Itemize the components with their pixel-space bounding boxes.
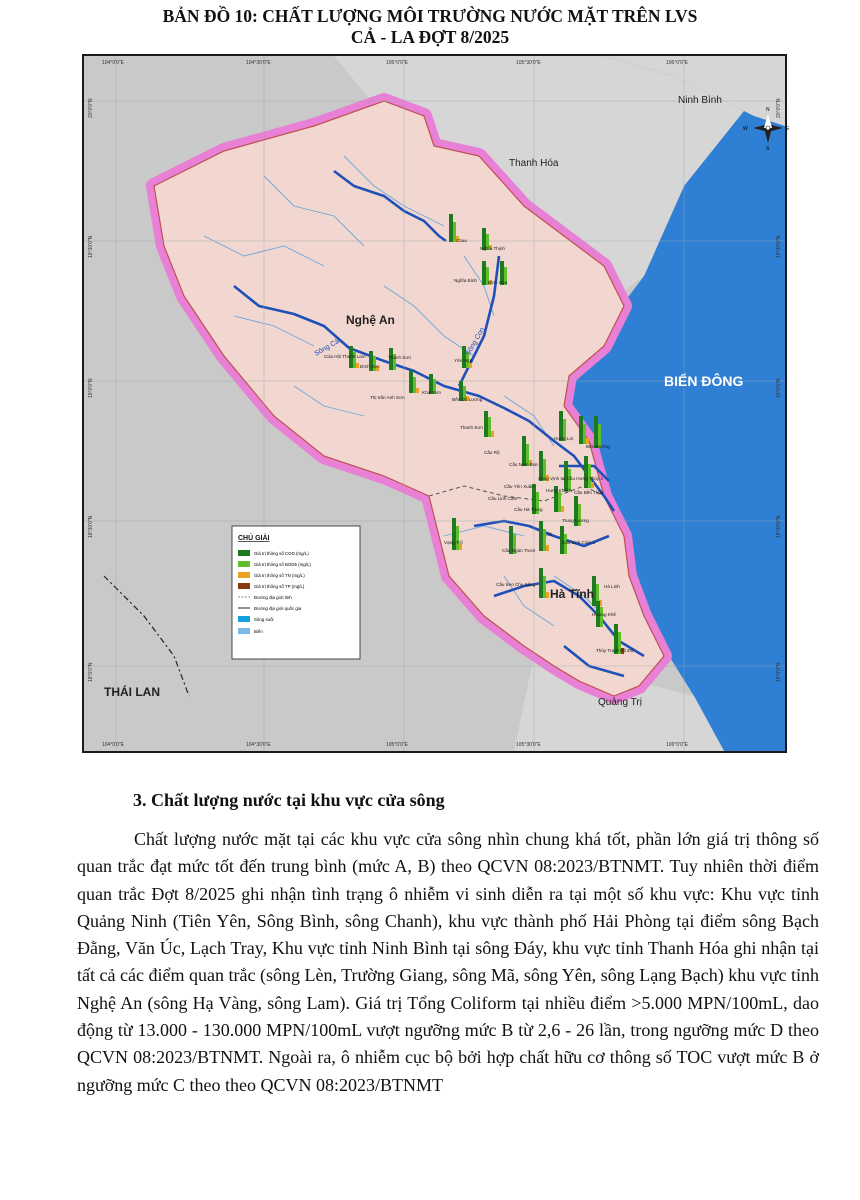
- station-label: Xã: [546, 532, 552, 537]
- station-label: Cầu Linh Cảm: [488, 496, 518, 501]
- station-label: Nghĩa Thịnh: [480, 246, 505, 251]
- station-label: Đình Sơn: [360, 364, 380, 369]
- station-label: Cầu treo Chu Sông: [496, 582, 536, 587]
- legend-item-sea: Biển: [254, 629, 263, 634]
- station-label: Bến Đường: [586, 444, 610, 449]
- compass-n: N: [766, 107, 770, 113]
- map-canvas: [84, 56, 790, 751]
- label-ha-tinh: Hà Tĩnh: [550, 587, 594, 601]
- station-label: Sông Vịnh tại Cầu Hưng Thủy 2: [538, 476, 604, 481]
- legend-item-tn: Giá trị thông số TN (mg/L): [254, 573, 305, 578]
- map-figure: [82, 54, 790, 753]
- body-paragraph: Chất lượng nước mặt tại các khu vực cửa sông nhìn chung khá tốt, phần lớn giá trị thông số quan trắc đạt mức tốt đến trung bình (mức A, B) theo QCVN 08:2023/BTNMT. Tuy nhiên thời điểm quan trắc Đợt 8/2025 ghi nhận tình trạng ô nhiễm vi sinh diễn ra tại một số khu vực: Khu vực tỉnh Quảng Ninh (Tiên Yên, Sông Bình, sông Chanh), khu vực thành phố Hải Phòng tại điểm sông Bạch Đằng, Văn Úc, Lạch Tray, Khu vực tỉnh Ninh Bình tại sông Đáy, khu vực tỉnh Thanh Hóa ghi nhận tại tất cả các điểm quan trắc (sông Lèn, Trường Giang, sông Mã, sông Yên, sông Lạng Bạch) khu vực tỉnh Nghệ An (sông Hạ Vàng, sông Lam). Giá trị Tổng Coliform tại nhiều điểm >5.000 MPN/100mL, dao động từ 13.000 - 130.000 MPN/100mL vượt ngưỡng mức B từ 2,6 - 26 lần, trong ngưỡng mức D theo QCVN 08:2023/BTNMT. Ngoài ra, ô nhiễm cục bộ bởi hợp chất hữu cơ thông số TOC vượt mức B ở ngưỡng mức C theo theo QCVN 08:2023/BTNMT: [77, 829, 819, 1095]
- station-label: Hương Khê: [592, 612, 616, 617]
- station-label: Bến Đô Lương: [452, 397, 483, 402]
- legend-swatch-bod5: [238, 561, 250, 567]
- station-label: Cầu Nam Đàn: [509, 462, 539, 467]
- coord-top-3: 105°0'0"E: [386, 60, 408, 66]
- label-nghe-an: Nghệ An: [346, 313, 395, 327]
- station-label: Đinh Hòa: [488, 280, 508, 285]
- coord-bottom-3: 105°0'0"E: [386, 742, 408, 748]
- label-song-ca: Sông Cả: [313, 338, 341, 358]
- legend-swatch-cod: [238, 550, 250, 556]
- legend-item-province: Đường địa giới tỉnh: [254, 595, 292, 600]
- coord-top-1: 104°0'0"E: [102, 60, 124, 66]
- station-label: Vạng Trổ: [444, 540, 463, 545]
- legend-item-cod: Giá trị thông số COD (mg/L): [254, 551, 309, 556]
- label-ninh-binh: Ninh Bình: [678, 95, 722, 106]
- label-song-con: Sông Con: [464, 326, 487, 357]
- map-title: [80, 6, 780, 48]
- coord-left-5: 18°0'0"N: [88, 662, 94, 682]
- legend-swatch-tp: [238, 583, 250, 589]
- station-label: Yên Hợp: [454, 358, 473, 363]
- coord-right-2: 19°30'0"N: [776, 235, 782, 258]
- compass-e: E: [786, 126, 790, 132]
- station-label: Thanh Sơn: [460, 425, 483, 430]
- coord-bottom-1: 104°0'0"E: [102, 742, 124, 748]
- station-label: Chau: [456, 238, 467, 243]
- label-quang-tri: Quảng Trị: [598, 697, 642, 708]
- coord-left-2: 19°30'0"N: [88, 235, 94, 258]
- station-label: Nghĩa Bình: [454, 278, 477, 283]
- station-label: Thủy Trạch Hộ Độ: [596, 648, 634, 653]
- coord-right-1: 20°0'0"N: [776, 98, 782, 118]
- compass-s: S: [766, 146, 770, 152]
- station-label: Cửa Hội Thanh Lam: [324, 354, 366, 359]
- legend-item-river: Sông suối: [254, 617, 274, 622]
- legend-title: CHÚ GIẢI: [238, 535, 270, 542]
- coord-left-3: 19°0'0"N: [88, 378, 94, 398]
- coord-bottom-4: 105°30'0"E: [516, 742, 541, 748]
- coord-top-4: 105°30'0"E: [516, 60, 541, 66]
- station-label: Cầu Yên Xuân: [504, 484, 534, 489]
- coord-bottom-5: 106°0'0"E: [666, 742, 688, 748]
- station-label: Trung Lương: [562, 518, 589, 523]
- legend-swatch-tn: [238, 572, 250, 578]
- legend-item-bod5: Giá trị thông số BOD5 (mg/L): [254, 562, 311, 567]
- map-title-line-2: CẢ - LA ĐỢT 8/2025: [350, 27, 510, 47]
- station-label: Khai Sơn: [422, 390, 442, 395]
- label-bien-dong: BIỂN ĐÔNG: [664, 373, 744, 389]
- map-legend: [232, 526, 360, 659]
- compass-w: W: [743, 126, 748, 132]
- coord-top-2: 104°30'0"E: [246, 60, 271, 66]
- legend-item-tp: Giá trị thông số TP (mg/L): [254, 584, 305, 589]
- legend-swatch-sea: [238, 628, 250, 634]
- coord-left-1: 20°0'0"N: [88, 98, 94, 118]
- coord-right-3: 19°0'0"N: [776, 378, 782, 398]
- coord-right-4: 18°30'0"N: [776, 515, 782, 538]
- station-label: Hưng Lợi: [554, 436, 574, 441]
- label-thanh-hoa: Thanh Hóa: [509, 158, 559, 169]
- station-label: Thành Sơn: [388, 355, 411, 360]
- legend-swatch-river: [238, 616, 250, 622]
- map-title-line-1: BẢN ĐỒ 10: CHẤT LƯỢNG MÔI TRƯỜNG NƯỚC MẶT TRÊN LVS: [162, 6, 698, 26]
- coord-bottom-2: 104°30'0"E: [246, 742, 271, 748]
- label-thai-lan: THÁI LAN: [104, 685, 160, 699]
- station-label: Cầu Linh Cảm 1: [562, 540, 596, 545]
- station-label: Cầu Hà Trung: [514, 507, 543, 512]
- station-label: Hà Linh: [604, 584, 620, 589]
- section-heading: 3. Chất lượng nước tại khu vực cửa sông: [133, 790, 445, 810]
- station-label: Hưng Khánh: [546, 488, 573, 493]
- station-label: Cầu Ngàn Trươi: [502, 548, 536, 553]
- coord-right-5: 18°0'0"N: [776, 662, 782, 682]
- coord-top-5: 106°0'0"E: [666, 60, 688, 66]
- legend-item-national: Đường địa giới quốc gia: [254, 606, 302, 611]
- national-boundary: [104, 576, 189, 696]
- station-label: Cầu Bến Thủy: [574, 490, 604, 495]
- station-label: Cầu Rộ: [484, 450, 500, 455]
- coord-left-4: 18°30'0"N: [88, 515, 94, 538]
- station-label: Thị trấn Anh Sơn: [370, 395, 405, 400]
